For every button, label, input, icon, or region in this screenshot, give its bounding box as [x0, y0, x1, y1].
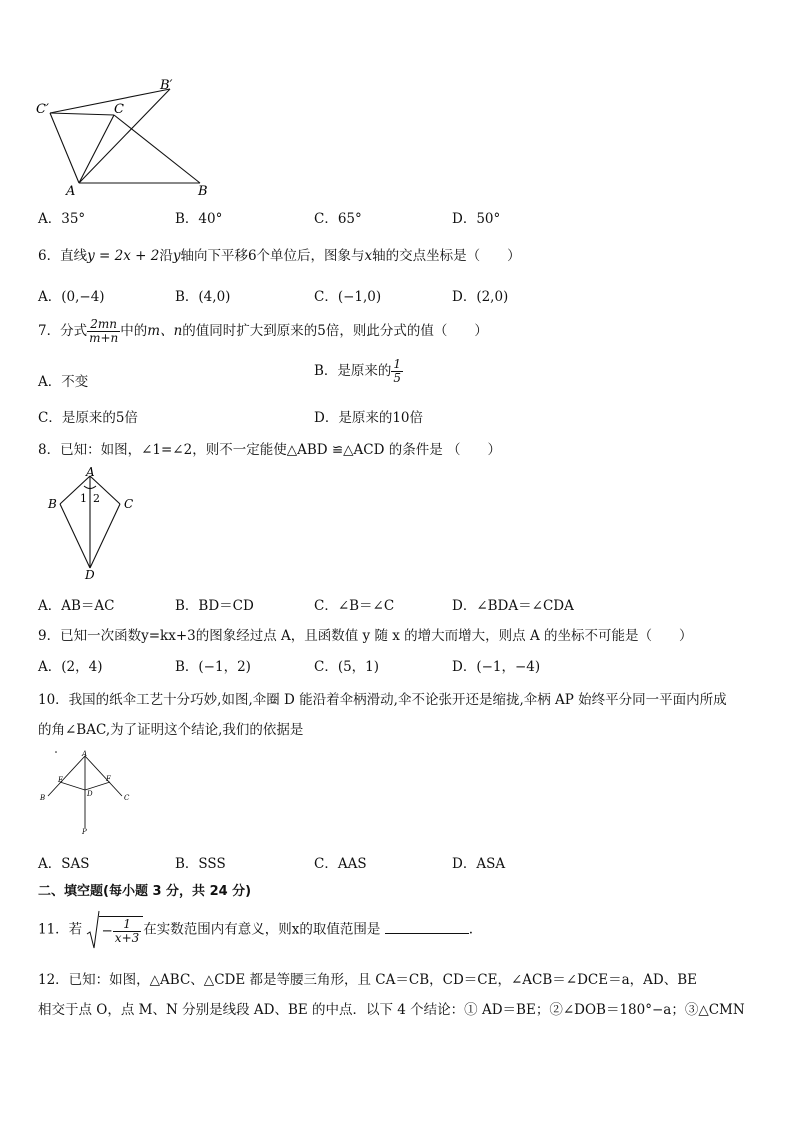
svg-text:C: C: [124, 497, 134, 511]
q6-option-a[interactable]: A．(0,−4): [38, 289, 105, 305]
q9-stem: 9．已知一次函数y=kx+3的图象经过点 A，且函数值 y 随 x 的增大而增大，则点 A 的坐标不可能是（ ）: [38, 628, 693, 644]
q10-option-d[interactable]: D．ASA: [452, 856, 506, 872]
label-b-prime: B′: [160, 78, 173, 93]
svg-text:B: B: [48, 497, 57, 511]
svg-text:E: E: [58, 776, 64, 784]
q7-stem: 7．分式 $\frac{2mn}{m+n}$ 中的m、n的值同时扩大到原来的5倍，则此分式的值（ ）: [38, 317, 488, 345]
q6-option-c[interactable]: C．(−1,0): [314, 289, 382, 305]
q8-stem: 8．已知：如图，∠1=∠2，则不一定能使△ABD ≌△ACD 的条件是 （ ）: [38, 442, 502, 458]
q7-option-a[interactable]: A．不变: [38, 374, 89, 390]
q7-option-b[interactable]: B．是原来的 $\frac{1}{5}$: [314, 357, 402, 385]
q8-option-d[interactable]: D．∠BDA＝∠CDA: [452, 598, 574, 614]
q12-stem-line1: 12．已知：如图，△ABC、△CDE 都是等腰三角形，且 CA＝CB，CD＝CE，∠ACB＝∠DCE＝a，AD、BE: [38, 972, 697, 988]
kite-figure: [40, 466, 150, 584]
label-a: A: [66, 184, 76, 199]
umbrella-figure: [36, 748, 136, 836]
q9-option-d[interactable]: D．(−1，−4): [452, 659, 541, 675]
label-c: C: [114, 102, 124, 117]
q12-stem-line2: 相交于点 O，点 M、N 分别是线段 AD、BE 的中点．以下 4 个结论：① AD＝BE；②∠DOB＝180°−a；③△CMN: [38, 1002, 745, 1018]
q8-option-a[interactable]: A．AB＝AC: [38, 598, 115, 614]
label-b: B: [198, 184, 208, 199]
q10-option-a[interactable]: A．SAS: [38, 856, 90, 872]
q6-option-b[interactable]: B．(4,0): [175, 289, 231, 305]
q11-sqrt: − $\frac{1}{x+3}$: [86, 910, 143, 950]
svg-text:D: D: [87, 790, 93, 798]
q11-answer-blank[interactable]: [385, 921, 469, 934]
q10-option-b[interactable]: B．SSS: [175, 856, 226, 872]
svg-text:D: D: [85, 568, 95, 582]
q10-stem-line2: 的角∠BAC,为了证明这个结论,我们的依据是: [38, 722, 304, 738]
svg-text:1: 1: [80, 492, 87, 505]
svg-text:P: P: [82, 828, 87, 836]
section-title: 二、填空题(每小题 3 分，共 24 分): [38, 884, 252, 899]
svg-text:B: B: [40, 794, 46, 802]
svg-text:A: A: [82, 750, 88, 758]
q5-option-d[interactable]: D．50°: [452, 211, 501, 227]
svg-text:A: A: [86, 466, 95, 479]
q10-option-c[interactable]: C．AAS: [314, 856, 367, 872]
q7-option-c[interactable]: C．是原来的5倍: [38, 410, 138, 426]
q7-option-d[interactable]: D．是原来的10倍: [314, 410, 424, 426]
q9-option-b[interactable]: B．(−1，2): [175, 659, 251, 675]
svg-text:C: C: [124, 794, 130, 802]
q9-option-a[interactable]: A．(2，4): [38, 659, 103, 675]
label-c-prime: C′: [36, 102, 49, 117]
q6-stem: 6．直线y = 2x + 2沿y轴向下平移6个单位后，图象与x轴的交点坐标是（ ）: [38, 248, 521, 264]
q5-option-c[interactable]: C．65°: [314, 211, 362, 227]
rotation-triangle-figure: [30, 75, 220, 200]
q7-fraction: $\frac{2mn}{m+n}$: [89, 317, 119, 345]
q6-option-d[interactable]: D．(2,0): [452, 289, 509, 305]
q6-equation: y = 2x + 2: [87, 248, 160, 264]
q5-option-a[interactable]: A．35°: [38, 211, 86, 227]
svg-text:F: F: [106, 775, 111, 783]
q8-option-b[interactable]: B．BD＝CD: [175, 598, 254, 614]
q8-option-c[interactable]: C．∠B＝∠C: [314, 598, 395, 614]
q11-stem: 11．若 − $\frac{1}{x+3}$ 在实数范围内有意义，则x的取值范围是 .: [38, 910, 473, 950]
q5-option-b[interactable]: B．40°: [175, 211, 223, 227]
q9-option-c[interactable]: C．(5，1): [314, 659, 380, 675]
svg-text:2: 2: [93, 492, 100, 505]
q10-stem-line1: 10．我国的纸伞工艺十分巧妙,如图,伞圈 D 能沿着伞柄滑动,伞不论张开还是缩拢,伞柄 AP 始终平分同一平面内所成: [38, 692, 727, 708]
